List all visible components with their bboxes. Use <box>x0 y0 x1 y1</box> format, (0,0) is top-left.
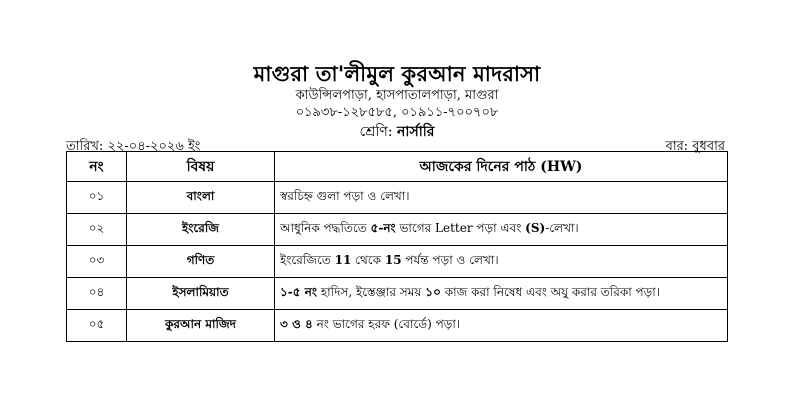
madrasa-title: মাগুরা তা'লীমুল কুরআন মাদরাসা <box>253 61 541 86</box>
row-lesson: ১-৫ নং হাদিস, ইস্তেঞ্জার সময় ১০ কাজ করা নিষেধ এবং অযু করার তরিকা পড়া। <box>275 278 728 310</box>
table-row <box>67 182 728 214</box>
row-number: ০৪ <box>67 278 127 310</box>
date-text: তারিখ: ২২-০৪-২০২৬ ইং <box>66 139 201 154</box>
madrasa-phones: ০১৯৩৮-১২৮৫৮৫, ০১৯১১-৭০০৭০৮ <box>295 105 499 120</box>
row-number: ০১ <box>67 182 127 214</box>
row-subject: ইংরেজি <box>127 214 275 246</box>
row-lesson: আধুনিক পদ্ধতিতে ৫-নং ভাগের Letter পড়া এবং (S)-লেখা। <box>275 214 728 246</box>
row-lesson: ৩ ও ৪ নং ভাগের হরফ (বোর্ডে) পড়া। <box>275 310 728 342</box>
madrasa-address: কাউন্সিলপাড়া, হাসপাতালপাড়া, মাগুরা <box>295 88 499 103</box>
table-header-row <box>67 152 728 182</box>
header-lesson: আজকের দিনের পাঠ (HW) <box>275 152 728 182</box>
table-row <box>67 214 728 246</box>
row-number: ০২ <box>67 214 127 246</box>
table-row <box>67 246 728 278</box>
row-subject: গণিত <box>127 246 275 278</box>
row-subject: ইসলামিয়াত <box>127 278 275 310</box>
class-value: নার্সারি <box>397 124 435 140</box>
row-number: ০৩ <box>67 246 127 278</box>
header-number: নং <box>67 152 127 182</box>
class-label: শ্রেণি: <box>359 124 393 140</box>
row-number: ০৫ <box>67 310 127 342</box>
row-lesson: স্বরচিহ্ন গুলা পড়া ও লেখা। <box>275 182 728 214</box>
row-subject: বাংলা <box>127 182 275 214</box>
table-row <box>67 278 728 310</box>
homework-table <box>66 151 728 342</box>
row-subject: কুরআন মাজিদ <box>127 310 275 342</box>
header-subject: বিষয় <box>127 152 275 182</box>
row-lesson: ইংরেজিতে 11 থেকে 15 পর্যন্ত পড়া ও লেখা। <box>275 246 728 278</box>
table-row <box>67 310 728 342</box>
day-text: বার: বুধবার <box>665 139 725 154</box>
